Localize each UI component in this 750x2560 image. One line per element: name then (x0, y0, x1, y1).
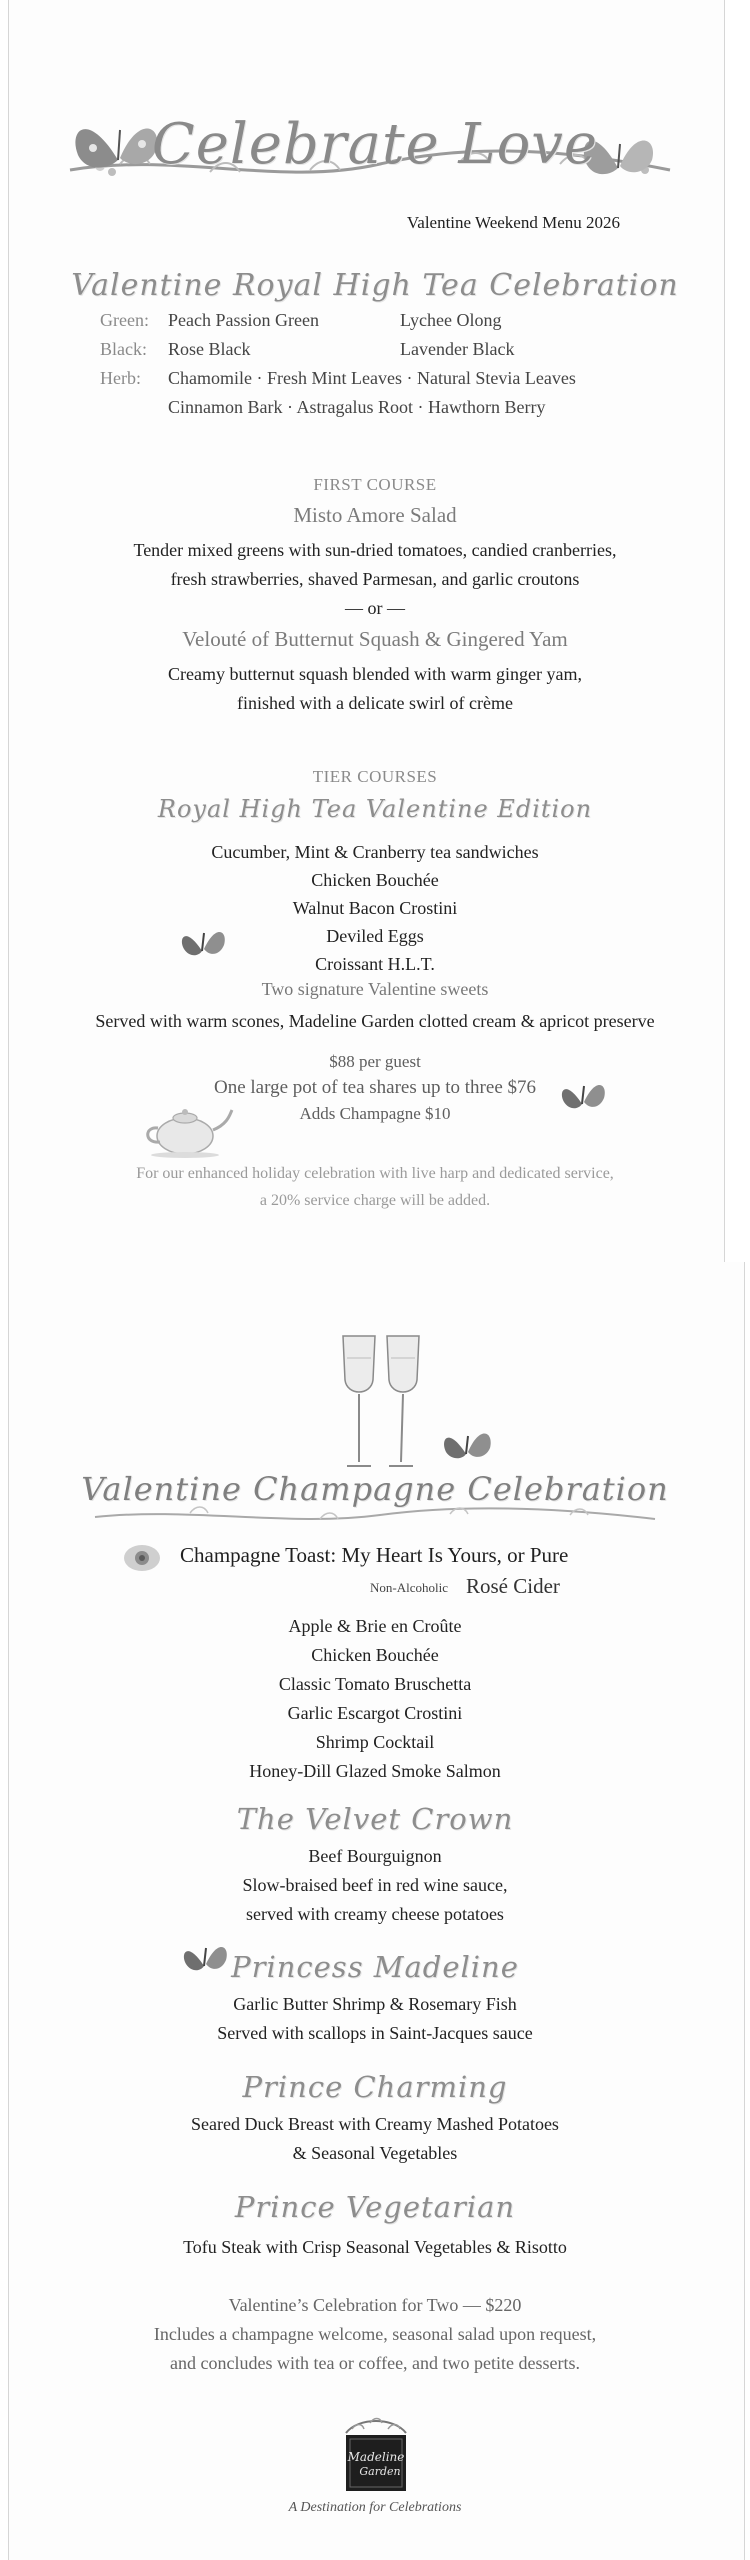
first-course-option1-title: Misto Amore Salad (293, 503, 457, 527)
entree-line: served with creamy cheese potatoes (246, 1904, 504, 1924)
first-course-option1-desc-2: fresh strawberries, shaved Parmesan, and garlic croutons (170, 569, 580, 589)
tier-item: Walnut Bacon Crostini (292, 898, 458, 918)
appetizer-item: Garlic Escargot Crostini (287, 1703, 463, 1723)
header-title: Celebrate Love (151, 112, 599, 177)
logo-text-1: Madeline (347, 2450, 405, 2464)
service-note-2: a 20% service charge will be added. (259, 1192, 491, 1209)
first-course-option2-desc-2: finished with a delicate swirl of crème (237, 693, 513, 713)
butterfly-icon (442, 1418, 498, 1464)
tier-courses-label: TIER COURSES (312, 767, 438, 786)
tea-item: Cinnamon Bark · Astragalus Root · Hawthorn Berry (168, 397, 546, 417)
tea-item: Chamomile · Fresh Mint Leaves · Natural Stevia Leaves (168, 368, 576, 388)
butterfly-icon (560, 1070, 610, 1116)
tea-key-black: Black: (100, 339, 147, 359)
appetizer-item: Classic Tomato Bruschetta (278, 1674, 472, 1694)
madeline-garden-logo (338, 2415, 414, 2497)
tier-item: Croissant H.L.T. (315, 954, 435, 974)
entree-title-prince-charming: Prince Charming (242, 2070, 508, 2104)
champagne-title: Valentine Champagne Celebration (81, 1470, 669, 1508)
tea-item: Peach Passion Green (168, 310, 319, 330)
tier-courses-title: Royal High Tea Valentine Edition (157, 795, 593, 823)
logo-text-2: Garden (359, 2465, 401, 2478)
entree-line: Tofu Steak with Crisp Seasonal Vegetables & Risotto (183, 2237, 567, 2257)
teapot-icon (140, 1098, 235, 1158)
appetizer-item: Chicken Bouchée (311, 1645, 439, 1665)
champagne-glasses-icon (335, 1330, 435, 1480)
butterfly-icon (180, 915, 228, 963)
header-subtitle: Valentine Weekend Menu 2026 (406, 213, 620, 232)
celebration-for-two-desc-1: Includes a champagne welcome, seasonal salad upon request, (153, 2324, 597, 2344)
high-tea-champagne-addon: Adds Champagne $10 (299, 1104, 451, 1123)
appetizer-item: Honey-Dill Glazed Smoke Salmon (249, 1761, 501, 1781)
entree-line: & Seasonal Vegetables (292, 2143, 458, 2163)
first-course-divider: — or — (345, 598, 405, 618)
butterfly-icon (68, 100, 163, 185)
tier-item: Deviled Eggs (326, 926, 424, 946)
rose-icon (120, 1538, 166, 1578)
entree-line: Beef Bourguignon (308, 1846, 442, 1866)
first-course-option2-desc-1: Creamy butternut squash blended with warm ginger yam, (168, 664, 582, 684)
first-course-option1-desc-1: Tender mixed greens with sun-dried tomatoes, candied cranberries, (133, 540, 617, 560)
non-alcoholic-label: Non-Alcoholic (370, 1580, 448, 1595)
entree-title-princess-madeline: Princess Madeline (231, 1950, 519, 1984)
tier-item: Chicken Bouchée (311, 870, 439, 890)
tea-key-herb: Herb: (100, 368, 141, 388)
tea-row-green (100, 310, 149, 331)
tea-item: Rose Black (168, 339, 251, 359)
footer-tagline: A Destination for Celebrations (288, 2500, 462, 2515)
first-course-option2-title: Velouté of Butternut Squash & Gingered Yam (182, 627, 568, 651)
appetizer-item: Apple & Brie en Croûte (288, 1616, 462, 1636)
first-course-label: FIRST COURSE (313, 475, 437, 494)
entree-line: Served with scallops in Saint-Jacques sauce (217, 2023, 533, 2043)
celebration-for-two-desc-2: and concludes with tea or coffee, and two petite desserts. (169, 2353, 581, 2373)
high-tea-pot-price: One large pot of tea shares up to three $76 (213, 1077, 537, 1098)
champagne-vine-ornament (90, 1505, 660, 1529)
tea-row-herb (100, 368, 141, 389)
tea-item: Lavender Black (400, 339, 515, 359)
entree-line: Seared Duck Breast with Creamy Mashed Potatoes (191, 2114, 559, 2134)
high-tea-title: Valentine Royal High Tea Celebration (71, 268, 679, 303)
appetizer-item: Shrimp Cocktail (315, 1732, 435, 1752)
rose-cider: Rosé Cider (466, 1574, 560, 1598)
tea-row-black (100, 339, 147, 360)
entree-title-prince-vegetarian: Prince Vegetarian (234, 2190, 516, 2224)
service-note-1: For our enhanced holiday celebration with live harp and dedicated service, (136, 1165, 614, 1182)
entree-line: Garlic Butter Shrimp & Rosemary Fish (233, 1994, 517, 2014)
tier-sweets: Two signature Valentine sweets (261, 979, 489, 999)
tier-served: Served with warm scones, Madeline Garden clotted cream & apricot preserve (95, 1011, 655, 1031)
celebration-for-two: Valentine’s Celebration for Two — $220 (228, 2295, 522, 2315)
tea-item: Lychee Olong (400, 310, 502, 330)
tier-item: Cucumber, Mint & Cranberry tea sandwiches (211, 842, 539, 862)
high-tea-price: $88 per guest (329, 1052, 421, 1071)
entree-line: Slow-braised beef in red wine sauce, (242, 1875, 508, 1895)
tea-key-green: Green: (100, 310, 149, 330)
entree-title-velvet-crown: The Velvet Crown (236, 1802, 514, 1836)
champagne-toast: Champagne Toast: My Heart Is Yours, or Pure (180, 1543, 569, 1567)
